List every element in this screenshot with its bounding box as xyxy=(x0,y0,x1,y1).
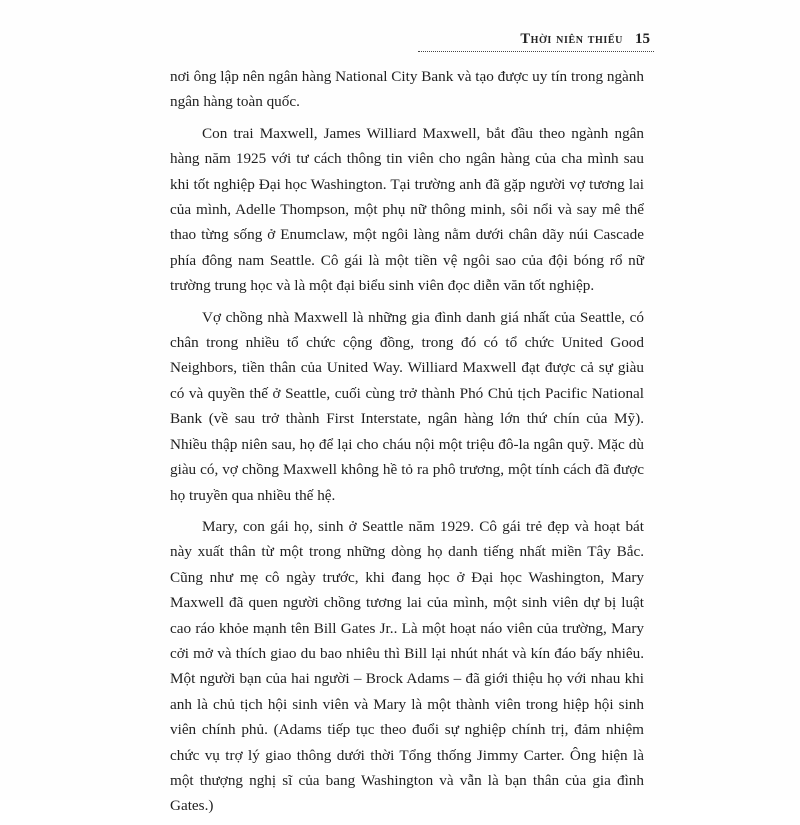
paragraph: Con trai Maxwell, James Williard Maxwell, bắt đầu theo ngành ngân hàng năm 1925 với tư cách thông tin viên cho ngân hàng của cha mình sau khi tốt nghiệp Đại học Washington. Tại trường anh đã gặp người vợ tương lai của mình, Adelle Thompson, một phụ nữ thông minh, sôi nổi và say mê thể thao từng sống ở Enumclaw, một ngôi làng nằm dưới chân dãy núi Cascade phía đông nam Seattle. Cô gái là một tiền vệ ngôi sao của đội bóng rổ nữ trường trung học và là một đại biểu sinh viên đọc diễn văn tốt nghiệp. xyxy=(170,124,644,295)
page-number: 15 xyxy=(635,31,650,47)
paragraph: Mary, con gái họ, sinh ở Seattle năm 1929. Cô gái trẻ đẹp và hoạt bát này xuất thân từ một trong những dòng họ danh tiếng nhất miền Tây Bắc. Cũng như mẹ cô ngày trước, khi đang học ở Đại học Washington, Mary Maxwell đã quen người chồng tương lai của mình, một sinh viên dự bị luật cao ráo khỏe mạnh tên Bill Gates Jr.. Là một hoạt náo viên của trường, Mary cởi mở và thích giao du bao nhiêu thì Bill lại nhút nhát và kín đáo bấy nhiêu. Một người bạn của hai người – Brock Adams – đã giới thiệu họ với nhau khi anh là chủ tịch hội sinh viên và Mary là một thành viên trong hiệp hội sinh viên chính phủ. (Adams tiếp tục theo đuổi sự nghiệp chính trị, đảm nhiệm chức vụ trợ lý giao thông dưới thời Tổng thống Jimmy Carter. Ông hiện là một thượng nghị sĩ của bang Washington và vẫn là bạn thân của gia đình Gates.) xyxy=(170,517,644,815)
header-dotted-rule xyxy=(418,51,654,52)
body-text xyxy=(170,64,644,825)
paragraph: Vợ chồng nhà Maxwell là những gia đình danh giá nhất của Seattle, có chân trong nhiều tổ chức cộng đồng, trong đó có tổ chức United Good Neighbors, tiền thân của United Way. Williard Maxwell đạt được cả sự giàu có và quyền thế ở Seattle, cuối cùng trở thành Phó Chủ tịch Pacific National Bank (về sau trở thành First Interstate, ngân hàng lớn thứ chín của Mỹ). Nhiều thập niên sau, họ để lại cho cháu nội một triệu đô-la ngân quỹ. Mặc dù giàu có, vợ chồng Maxwell không hề tỏ ra phô trương, một tính cách đã được họ truyền qua nhiều thế hệ. xyxy=(170,308,644,504)
page-header xyxy=(388,30,650,52)
paragraph-continued: nơi ông lập nên ngân hàng National City Bank và tạo được uy tín trong ngành ngân hàng toàn quốc. xyxy=(170,68,644,111)
running-head: Thời niên thiếu xyxy=(520,31,623,47)
